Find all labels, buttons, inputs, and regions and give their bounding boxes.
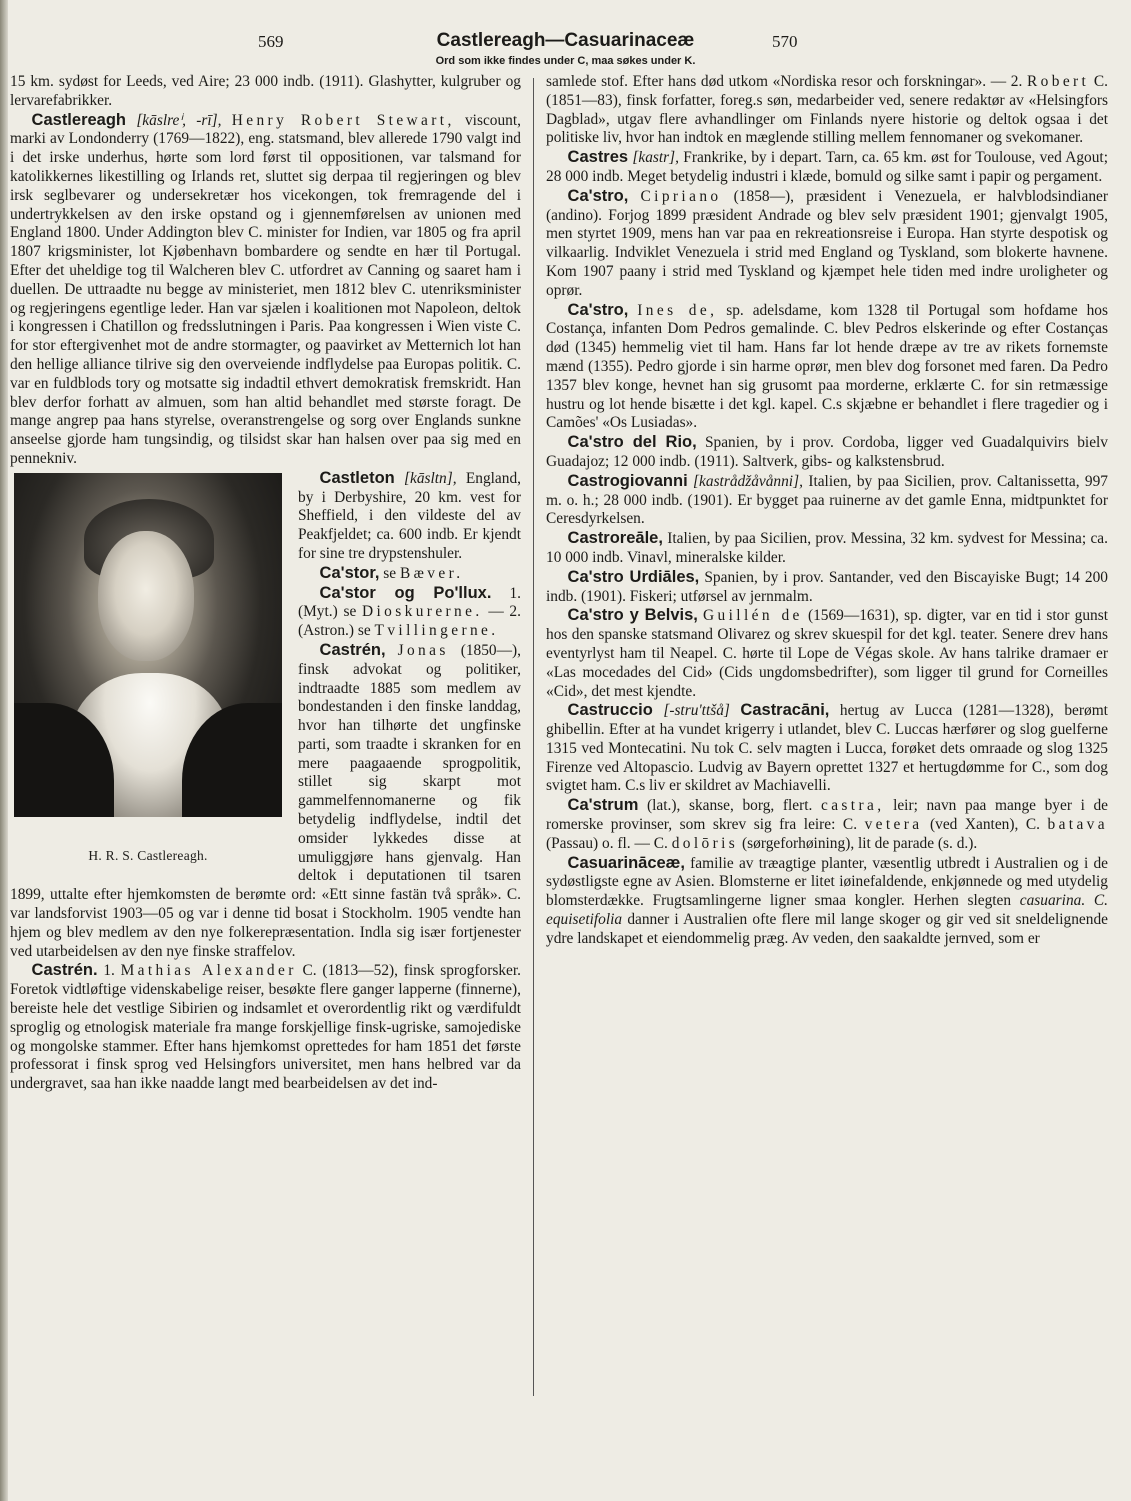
entry-text: danner i Australien ofte flere mil lange skoger og gir ved sit sneldelignende ydre landskapet et eiendommelig præg. Av veden, den saakaldte jernved, som er — [546, 911, 1108, 947]
entry-text: (ved Xanten), C. — [930, 816, 1040, 834]
entry-text: Italien, by paa Sicilien, prov. Caltanissetta, 997 m. o. h.; 28 000 indb. (1901). Er bygget paa ruinerne av det gamle Enna, midtpunktet for Ceresdyrkelsen. — [546, 472, 1109, 528]
column-divider — [533, 78, 534, 1396]
headword: Casuarināceæ, — [567, 853, 685, 872]
book-binding-edge — [0, 0, 8, 1501]
entry-text: (1850—), finsk advokat og politiker, indtraadte 1885 som medlem av bondestanden i den finske landdag, hvor han tilhørte det ungfinske parti, som traadte i skranken for en mere paagaaende sprogpolitik, stillet sig skarpt mot gammelfennomanerne og fik betydelig indflydelse, indtil det omsider lykkedes disse at umuliggjøre hans gjenvalg. Han deltok i deputationen til tsaren 1899, uttalte efter hjemkomsten de berømte ord: «Ett sinne fastän två språk». C. var landsforvist 1903—05 og var i denne tid bosat i Stockholm. 1905 vendte han hjem og blev medlem av den nye folkerepræsentation. Indla sig især fortjenester ved utarbeidelsen av den nye finske straffelov. — [10, 641, 521, 960]
entry-text: (sørgeforhøining), lit de parade (s. d.). — [742, 834, 978, 852]
entry-castruccio — [546, 701, 1108, 796]
entry-castro-ines — [546, 301, 1108, 434]
latin-term: castra, — [820, 797, 885, 815]
entry-castro-del-rio — [546, 433, 1108, 472]
cross-reference: Bæver. — [399, 564, 464, 582]
person-name: Guillén de — [703, 607, 803, 625]
entry-castro-cipriano — [546, 187, 1108, 301]
person-name: Ines de, — [637, 301, 718, 319]
entry-text: se — [383, 564, 397, 582]
page-number-right: 570 — [772, 32, 798, 51]
headword: Castres — [567, 148, 629, 167]
entry-castren — [10, 961, 521, 1094]
entry-text: Spanien, by i prov. Cordoba, ligger ved Guadalquivirs bielv Guadajoz; 12 000 indb. (1911). Saltverk, gibs- og kalkstensbrud. — [546, 434, 1108, 470]
entry-castrogiovanni — [546, 472, 1108, 529]
page-number-left: 569 — [258, 32, 284, 51]
entry-castro-urdiales — [546, 568, 1108, 607]
headword: Ca'stor og Po'llux. — [319, 583, 492, 602]
entry-text: 1. — [103, 962, 115, 980]
latin-term: vetera — [864, 816, 923, 834]
headword: Castlereagh — [31, 110, 127, 129]
latin-term: batava — [1047, 816, 1108, 834]
entry-text: Frankrike, by i depart. Tarn, ca. 65 km. øst for Toulouse, ved Agout; 28 000 indb. Meget betydelig industri i klæde, bomuld og silke samt i papir og pergament. — [546, 149, 1108, 185]
headword: Castracāni, — [740, 701, 830, 720]
entry-casuarinaceae — [546, 854, 1108, 949]
entry-continuation: 15 km. sydøst for Leeds, ved Aire; 23 000 indb. (1911). Glashytter, kulgruber og lervarefabrikker. — [10, 73, 521, 109]
person-name: Mathias Alexander — [120, 962, 297, 980]
headword: Ca'stor, — [319, 563, 380, 582]
entry-text: (Passau) o. fl. — C. — [546, 834, 668, 852]
entry-continuation — [546, 73, 1108, 148]
headword: Castrogiovanni — [567, 471, 688, 490]
cross-reference: Dioskurerne. — [362, 603, 483, 621]
headword: Ca'strum — [567, 796, 639, 815]
running-head-note: Ord som ikke findes under C, maa søkes under K. — [435, 55, 696, 67]
entry-text: familie av træagtige planter, væsentlig utbredt i Australien og i de sydøstligste egne av Asien. Blomsterne er litet iøinefaldende, enkjønnede og med utydelig blomsterdække. Frugtsamlingerne ligner smaa kongler. Herhen slegten — [546, 854, 1108, 910]
entry-text: Italien, by paa Sicilien, prov. Messina, 32 km. sydvest for Messina; ca. 10 000 indb. Vinavl, mineralske kilder. — [546, 530, 1108, 566]
person-name: Henry Robert Stewart, — [231, 111, 455, 129]
running-head-title: Castlereagh—Casuarinaceæ — [436, 30, 695, 51]
portrait-caption: H. R. S. Castlereagh. — [88, 847, 208, 863]
latin-term: dolōris — [671, 834, 739, 852]
entry-castro-y-belvis — [546, 606, 1108, 701]
pronunciation: [kāsltn], — [404, 469, 457, 487]
person-name: Jonas — [397, 641, 449, 659]
headword: Castroreāle, — [567, 529, 663, 548]
pronunciation: [kastrådžåvånni], — [693, 472, 803, 490]
headword: Ca'stro, — [567, 186, 629, 205]
headword: Ca'stro y Belvis, — [567, 606, 698, 625]
entry-castlereagh — [10, 111, 521, 469]
entry-text: samlede stof. Efter hans død utkom «Nordiska resor och forskningar». — 2. — [546, 73, 1023, 90]
pronunciation: [kāslreⁱ, -rī], — [136, 111, 222, 129]
entry-text: C. (1851—83), finsk forfatter, foreg.s søn, medarbeider ved, senere redaktør av «Helsingfors Dagblad», utgav flere avhandlinger om Finlands nyere historie og deltok ogsaa i det politiske liv, hvor han indtok en mæglende stilling mellem fennomaner og svekomaner. — [546, 73, 1108, 147]
entry-castrum — [546, 796, 1108, 853]
entry-text: hertug av Lucca (1281—1328), berømt ghibellin. Efter at ha vundet krigerry i utlandet, blev C. Luccas hærfører og slog guelferne 1315 ved Montecatini. Nu tok C. selv magten i Lucca, forøket dets omraade og slog 1325 Firenze ved Altopascio. Ludvig av Bayern oprettet 1327 et hertugdømme for C., som dog svigtet ham. C.s liv er skildret av Machiavelli. — [546, 702, 1108, 795]
headword: Castruccio — [567, 701, 653, 720]
entry-text: — 2. (Astron.) se — [298, 603, 521, 640]
species-name: casuarina. C. equisetifolia — [546, 892, 1108, 929]
entry-castroreale — [546, 529, 1108, 568]
headword: Castrén. — [31, 961, 98, 980]
entry-text: England, by i Derbyshire, 20 km. vest for Sheffield, i den vildeste del av Peakfjeldet; ca. 600 indb. Er kjendt for sine tre drypstenshuler. — [298, 469, 521, 562]
entry-castres — [546, 148, 1108, 187]
portrait-figure — [10, 473, 286, 866]
right-column — [546, 73, 1108, 949]
headword: Ca'stro, — [567, 300, 629, 319]
pronunciation: [-stru'ttšå] — [663, 702, 730, 720]
headword: Castrén, — [319, 640, 386, 659]
headword: Ca'stro Urdiāles, — [567, 567, 700, 586]
entry-text: (1858—), præsident i Venezuela, er halvblodsindianer (andino). Forjog 1899 præsident Andrade og blev selv præsident 1901; gjenvalgt 1905, men styrtet 1909, mens han var paa en rekreationsreise i Europa. Han styrte despotisk og vilkaarlig. Indviklet Venezuela i strid med England og Tyskland, som blokerte havnene. Kom 1907 paany i strid med Tyskland og kjæmpet hele tiden med indre uroligheter og oprør. — [546, 187, 1108, 299]
entry-text: leir; navn paa mange byer i de romerske provinser, som skrev sig fra leire: C. — [546, 797, 1108, 834]
cross-reference: Tvillingerne. — [374, 622, 499, 640]
headword: Ca'stro del Rio, — [567, 433, 697, 452]
entry-text: (1569—1631), sp. digter, var en tid i stor gunst hos den spanske statsmand Olivarez og skrev skuespil for det kgl. teater. Senere drev hans eventyrlyst ham til Neapel. C. hørte til Lope de Végas skole. Av hans talrike dramaer er «Las mocedades del Cid» (Cids ungdomsbedrifter), som ligger til grund for Corneilles «Cid», det mest kjendte. — [546, 607, 1108, 700]
person-name: Robert — [1027, 73, 1090, 90]
portrait-image — [14, 473, 282, 817]
entry-text: viscount, marki av Londonderry (1769—1822), eng. statsmand, blev allerede 1790 valgt ind i det irske underhus, hørte som lord først til oppositionen, var talsmand for katolikkernes likestilling og Irlands ret, sluttet sig derpaa til regjeringen og blev irsk seglbevarer og undersekretær hos vicekongen, tok fremragende del i undertrykkelsen av den irske opstand og i gjennemførelsen av unionen med England 1800. Under Addington blev C. minister for Indien, var 1805 og fra april 1807 krigsminister, lot Kjøbenhavn bombardere og sendte en hær til Portugal. Efter det uheldige tog til Walcheren blev C. utfordret av Canning og saaret ham i duellen. De uttraadte nu begge av ministeriet, men 1812 blev C. utenriksminister og regjeringens egentlige leder. Han var sjælen i koalitionen mot Napoleon, deltok i kongressen i Chatillon og fredsslutningen i Paris. Paa kongressen i Wien viste C. for stor eftergivenhet mot de andre stormagter, og paavirket av Metternich lot han den hellige alliance tilrive sig den overveiende indflydelse paa Europas politik. C. var en fuldblods tory og motsatte sig indadtil ethvert demokratisk fremskridt. Han blev derfor forhatt av almuen, som han altid behandlet med største foragt. De mange angrep paa hans styrelse, overanstrengelse og sorg over Englands sunkne anseelse gjorde ham tungsindig, og tilsidst skar han halsen over paa sig med en pennekniv. — [10, 111, 521, 467]
entry-text: 1. (Myt.) se — [298, 584, 521, 621]
entry-text: C. (1813—52), finsk sprogforsker. Foretok vidtløftige videnskabelige reiser, besøkte flere ganger lapperne (finnerne), bereiste hele det vestlige Sibirien og indsamlet et overordentlig rikt og værdifuldt sproglig og etnologisk materiale fra mange forskjellige finsk-ugriske, samojediske og mongolske stammer. Efter hans hjemkomst oprettedes for ham 1851 det første professorat i finsk sprog ved Helsingfors universitet, men hans helbred var da undergravet, saa han ikke naadde langt med bearbeidelsen av det ind- — [10, 962, 521, 1093]
headword: Castleton — [319, 468, 395, 487]
person-name: Cipriano — [640, 187, 722, 205]
pronunciation: [kastr], — [632, 149, 679, 167]
entry-text: (lat.), skanse, borg, flert. — [647, 797, 813, 815]
entry-text: Spanien, by i prov. Santander, ved den Biscayiske Bugt; 14 200 indb. (1901). Fiskeri; utførsel av jernmalm. — [546, 568, 1108, 605]
entry-text: sp. adelsdame, kom 1328 til Portugal som hofdame hos Costança, infanten Dom Pedros gemalinde. C. blev Pedros elskerinde og efter Costanças død (1345) hemmelig viet til ham. Hans far lot hende dræpe av tre av rikets fornemste mænd (1355). Pedro gjorde i sin harme oprør, men blev dog forsonet med faren. Da Pedro 1357 blev konge, hevnet han sig grusomt paa morderne, erklærte C. for sin retmæssige hustru og lot hende bisætte i det kgl. kapel. C.s skjæbne er behandlet i flere tragedier og i Camões' «Os Lusiadas». — [546, 301, 1108, 432]
left-column — [10, 73, 521, 1094]
